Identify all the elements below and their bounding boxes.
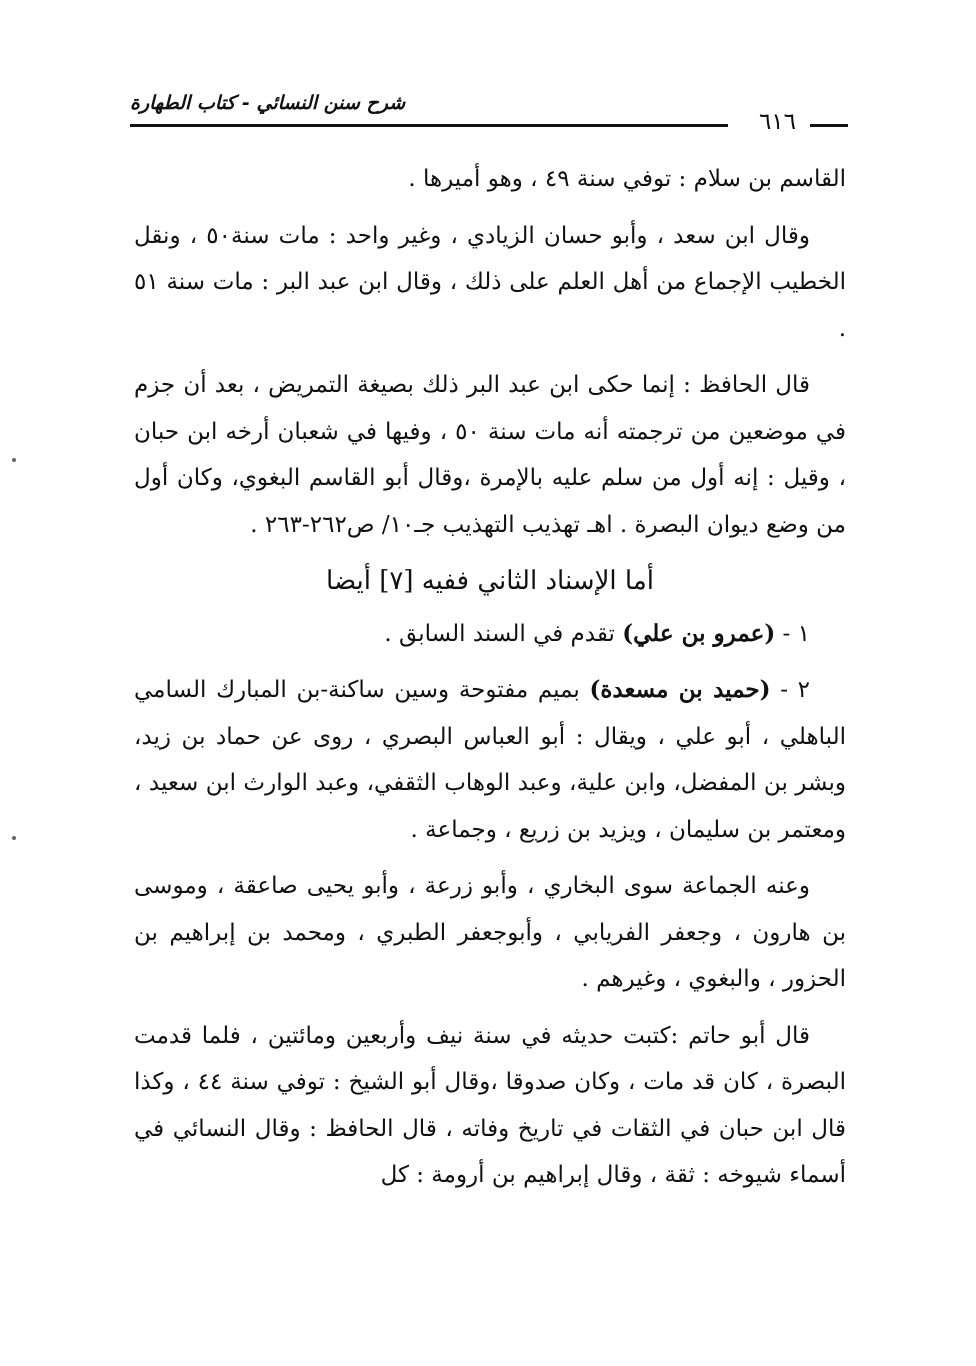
section-heading: أما الإسناد الثاني ففيه [٧] أيضا	[326, 566, 654, 596]
entry-number: ٢ -	[780, 677, 810, 703]
running-title: شرح سنن النسائي - كتاب الطهارة	[130, 92, 406, 114]
entry-text: تقدم في السند السابق .	[384, 620, 615, 647]
scan-speck	[12, 458, 16, 462]
narrator-name: (عمرو بن علي)	[622, 619, 776, 647]
paragraph: قال أبو حاتم :كتبت حديثه في سنة نيف وأربعين ومائتين ، فلما قدمت البصرة ، كان قد مات ، وكان صدوقا ،وقال أبو الشيخ : توفي سنة ٤٤ ، وكذا قال ابن حبان في الثقات في تاريخ وفاته ، قال الحافظ : وقال النسائي في أسماء شيوخه : ثقة ، وقال إبراهيم بن أرومة : كل	[134, 1022, 846, 1188]
header-rule	[130, 124, 728, 127]
paragraph: وعنه الجماعة سوى البخاري ، وأبو زرعة ، وأبو يحيى صاعقة ، وموسى بن هارون ، وجعفر الفريابي ، وأبوجعفر الطبري ، ومحمد بن إبراهيم بن الحزور ، والبغوي ، وغيرهم .	[134, 873, 846, 992]
page-header	[130, 92, 848, 136]
paragraph: وقال ابن سعد ، وأبو حسان الزيادي ، وغير واحد : مات سنة٥٠ ، ونقل الخطيب الإجماع من أهل العلم على ذلك ، وقال ابن عبد البر : مات سنة ٥١ .	[134, 222, 846, 342]
main-text	[134, 156, 846, 1209]
header-rule-short	[810, 124, 848, 127]
paragraph: القاسم بن سلام : توفي سنة ٤٩ ، وهو أميرها .	[408, 166, 846, 192]
entry-text: بميم مفتوحة وسين ساكنة-بن المبارك السامي الباهلي ، أبو علي ، ويقال : أبو العباس البصري ، روى عن حماد بن زيد، وبشر بن المفضل، وابن علية، وعبد الوهاب الثقفي، وعبد الوارث ابن سعيد ، ومعتمر بن سليمان ، ويزيد بن زريع ، وجماعة .	[134, 677, 846, 843]
narrator-entry	[134, 667, 846, 853]
narrator-name: (حميد بن مسعدة)	[589, 676, 771, 703]
page-number: ٦١٦	[758, 109, 796, 135]
entry-number: ١ -	[782, 620, 810, 647]
scan-speck	[12, 836, 16, 840]
paragraph: قال الحافظ : إنما حكى ابن عبد البر ذلك بصيغة التمريض ، بعد أن جزم في موضعين من ترجمته أنه مات سنة ٥٠ ، وفيها في شعبان أرخه ابن حبان ، وقيل : إنه أول من سلم عليه بالإمرة ،وقال أبو القاسم البغوي، وكان أول من وضع ديوان البصرة . اهـ تهذيب التهذيب جـ١٠/ ص٢٦٢-٢٦٣ .	[134, 372, 846, 538]
narrator-entry	[134, 611, 846, 658]
